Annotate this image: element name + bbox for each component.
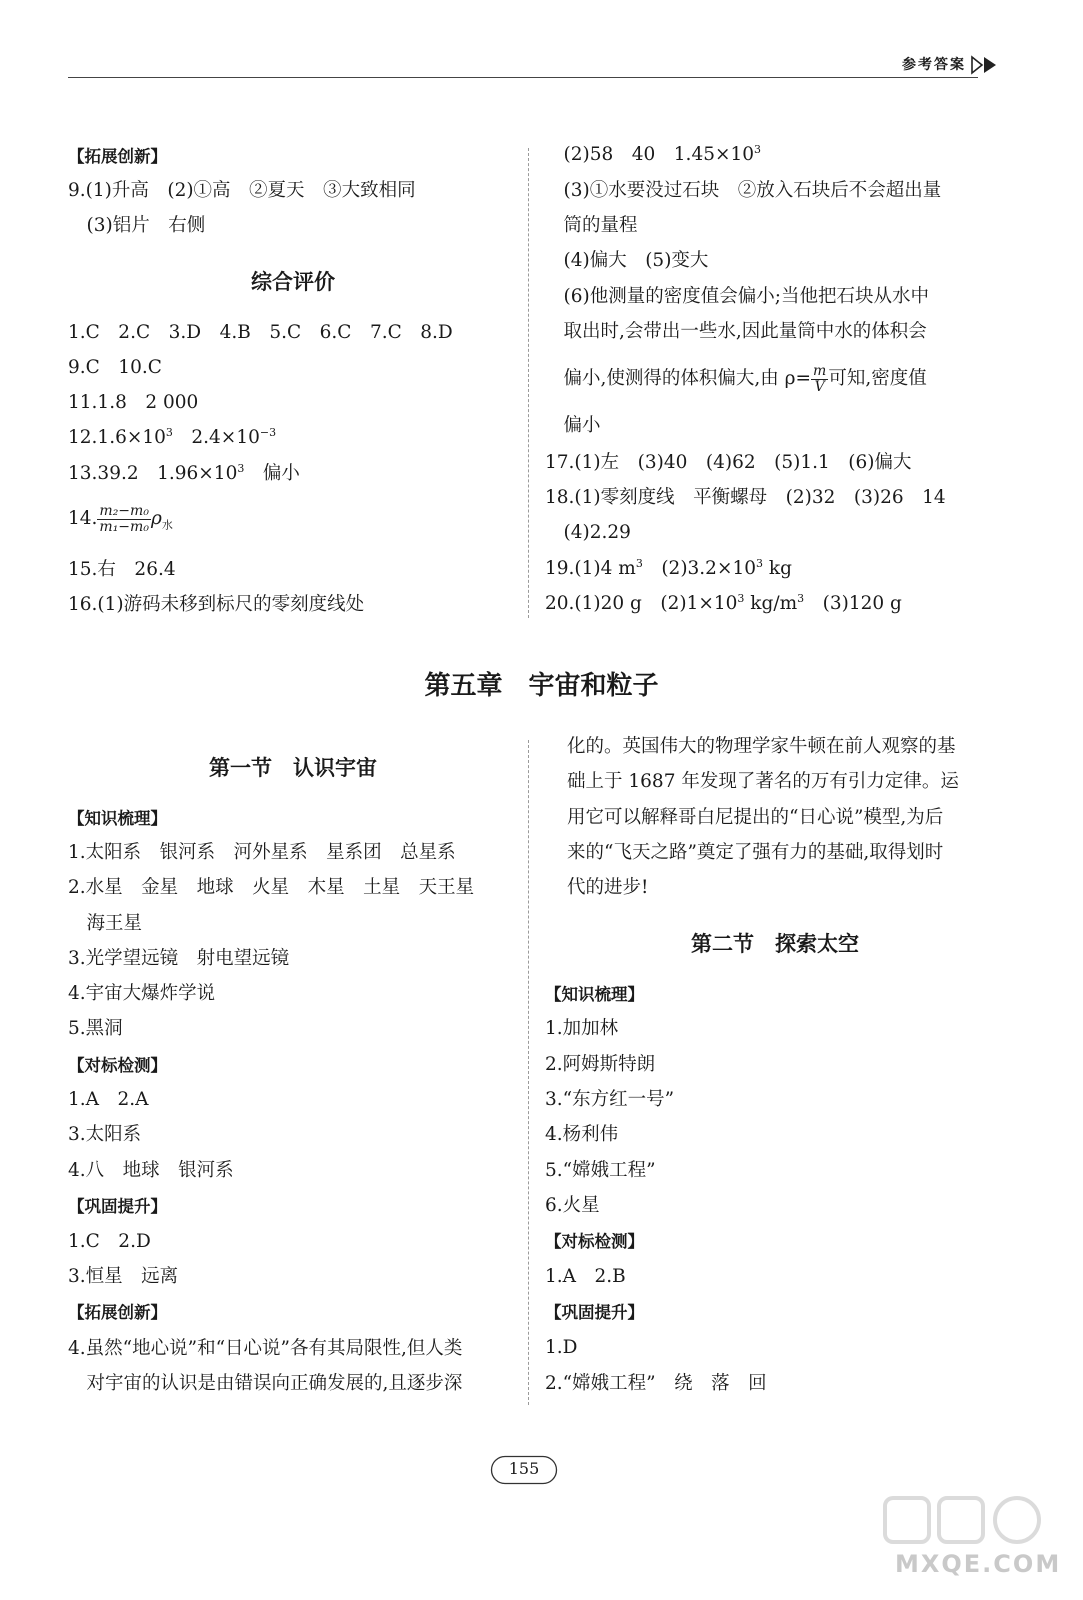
answer-line-q14 [68,502,173,536]
answer-line: 1.A 2.B [545,1266,626,1287]
page-header [68,52,1008,80]
watermark-text: MXQE.COM [895,1550,1062,1578]
q12-exp2: −3 [259,425,277,439]
answer-line: 9.(1)升高 (2)①高 ②夏天 ③大致相同 [68,180,416,201]
answer-line: 5.“嫦娥工程” [545,1160,656,1181]
answer-line-q12 [68,425,276,451]
q20-tail: (3)120 g [804,593,902,614]
column-divider-bottom [528,740,529,1405]
section-label: 【巩固提升】 [68,1197,167,1216]
answer-line: 15.右 26.4 [68,559,176,580]
watermark-logo [855,1490,1065,1550]
answer-line: 9.C 10.C [68,357,162,378]
formula-tail: 可知,密度值 [828,368,927,389]
answer-line: 4.宇宙大爆炸学说 [68,983,216,1004]
answer-line: 2.阿姆斯特朗 [545,1054,656,1075]
answer-line-q13 [68,461,300,487]
answer-line: 18.(1)零刻度线 平衡螺母 (2)32 (3)26 14 [545,487,946,508]
answer-line-q20 [545,591,902,617]
q19-lead: 19.(1)4 m [545,558,636,579]
answer-line: 取出时,会带出一些水,因此量筒中水的体积会 [545,321,927,342]
chapter-title: 第五章 宇宙和粒子 [424,671,659,701]
section1-title: 第一节 认识宇宙 [209,756,377,780]
answer-line: 代的进步! [567,877,649,898]
answer-line: 6.火星 [545,1195,600,1216]
answer-line: 1.C 2.C 3.D 4.B 5.C 6.C 7.C 8.D [68,322,453,343]
page-number [490,1455,558,1485]
q13-exp: 3 [237,461,245,475]
answer-line: 3.“东方红一号” [545,1089,675,1110]
q13-lead: 13.39.2 1.96×10 [68,463,238,484]
section-label: 【对标检测】 [68,1056,167,1075]
q20-exp1: 3 [737,591,745,605]
q20-exp2: 3 [797,591,805,605]
section-label: 【拓展创新】 [68,147,167,166]
q12-mid: 2.4×10 [172,427,260,448]
q20-lead: 20.(1)20 g (2)1×10 [545,593,738,614]
q19-exp2: 3 [756,556,763,570]
header-rule [68,77,978,78]
q19-tail: kg [763,558,792,579]
answer-line: 17.(1)左 (3)40 (4)62 (5)1.1 (6)偏大 [545,452,912,473]
formula-lead: 偏小,使测得的体积偏大,由 ρ= [545,368,812,389]
answer-line: (4)偏大 (5)变大 [545,250,709,271]
answer-line: 16.(1)游码未移到标尺的零刻度线处 [68,594,365,615]
section-label: 【对标检测】 [545,1232,644,1251]
q14-sub: 水 [161,518,173,532]
q12-lead: 12.1.6×10 [68,427,166,448]
q16b-exp: 3 [754,142,762,156]
answer-line: 础上于 1687 年发现了著名的万有引力定律。运 [567,771,959,792]
q14-denominator: m₁−m₀ [99,518,149,535]
watermark [855,1490,1065,1590]
answer-line: (3)①水要没过石块 ②放入石块后不会超出量 [545,180,942,201]
answer-line: 4.八 地球 银河系 [68,1160,234,1181]
answer-line: 筒的量程 [545,215,638,236]
answer-line-q19 [545,556,792,582]
double-arrow-icon [970,54,1004,76]
answer-line-formula [545,360,927,398]
q14-numerator: m₂−m₀ [99,502,149,519]
answer-line: 1.C 2.D [68,1231,151,1252]
answer-line: 对宇宙的认识是由错误向正确发展的,且逐步深 [68,1373,463,1394]
answer-line: 4.杨利伟 [545,1124,619,1145]
answer-line: 2.水星 金星 地球 火星 木星 土星 天王星 [68,877,475,898]
column-divider-top [528,148,529,618]
answer-line: 4.虽然“地心说”和“日心说”各有其局限性,但人类 [68,1338,463,1359]
answer-line-q16b [545,142,761,168]
section-label: 【巩固提升】 [545,1303,644,1322]
answer-line: 1.D [545,1337,578,1358]
answer-line: 3.太阳系 [68,1124,142,1145]
answer-line: 化的。英国伟大的物理学家牛顿在前人观察的基 [567,736,956,757]
answer-line: 5.黑洞 [68,1018,123,1039]
eval-title: 综合评价 [251,270,335,294]
q14-lead: 14. [68,508,98,529]
answer-line: 海王星 [68,913,143,934]
q13-tail: 偏小 [244,463,300,484]
answer-line: 3.恒星 远离 [68,1266,179,1287]
answer-line: (4)2.29 [545,522,631,543]
density-numerator: m [813,362,827,379]
answer-line: 1.A 2.A [68,1089,149,1110]
answer-line: (3)铝片 右侧 [68,215,206,236]
answer-line: 1.太阳系 银河系 河外星系 星系团 总星系 [68,842,456,863]
section-label: 【知识梳理】 [68,809,167,828]
answer-line: 偏小 [545,415,601,436]
section-label: 【拓展创新】 [68,1303,167,1322]
answer-line: 11.1.8 2 000 [68,392,199,413]
q12-exp1: 3 [165,425,173,439]
answer-line: 1.加加林 [545,1018,619,1039]
header-label: 参考答案 [898,54,966,74]
q14-fraction [97,504,151,535]
q14-rho: ρ [150,508,162,529]
answer-line: 用它可以解释哥白尼提出的“日心说”模型,为后 [567,807,944,828]
section-label: 【知识梳理】 [545,985,644,1004]
q19-exp1: 3 [635,556,643,570]
answer-line: 3.光学望远镜 射电望远镜 [68,948,290,969]
density-denominator: V [814,378,825,395]
q16b-lead: (2)58 40 1.45×10 [545,144,755,165]
q20-mid: kg/m [744,593,798,614]
page-number-text: 155 [508,1459,540,1478]
answer-line: (6)他测量的密度值会偏小;当他把石块从水中 [545,286,929,307]
answer-line: 来的“飞天之路”奠定了强有力的基础,取得划时 [567,842,944,863]
q19-mid: (2)3.2×10 [642,558,756,579]
answer-line: 2.“嫦娥工程” 绕 落 回 [545,1373,767,1394]
density-fraction [811,364,828,395]
section2-title: 第二节 探索太空 [691,932,859,956]
